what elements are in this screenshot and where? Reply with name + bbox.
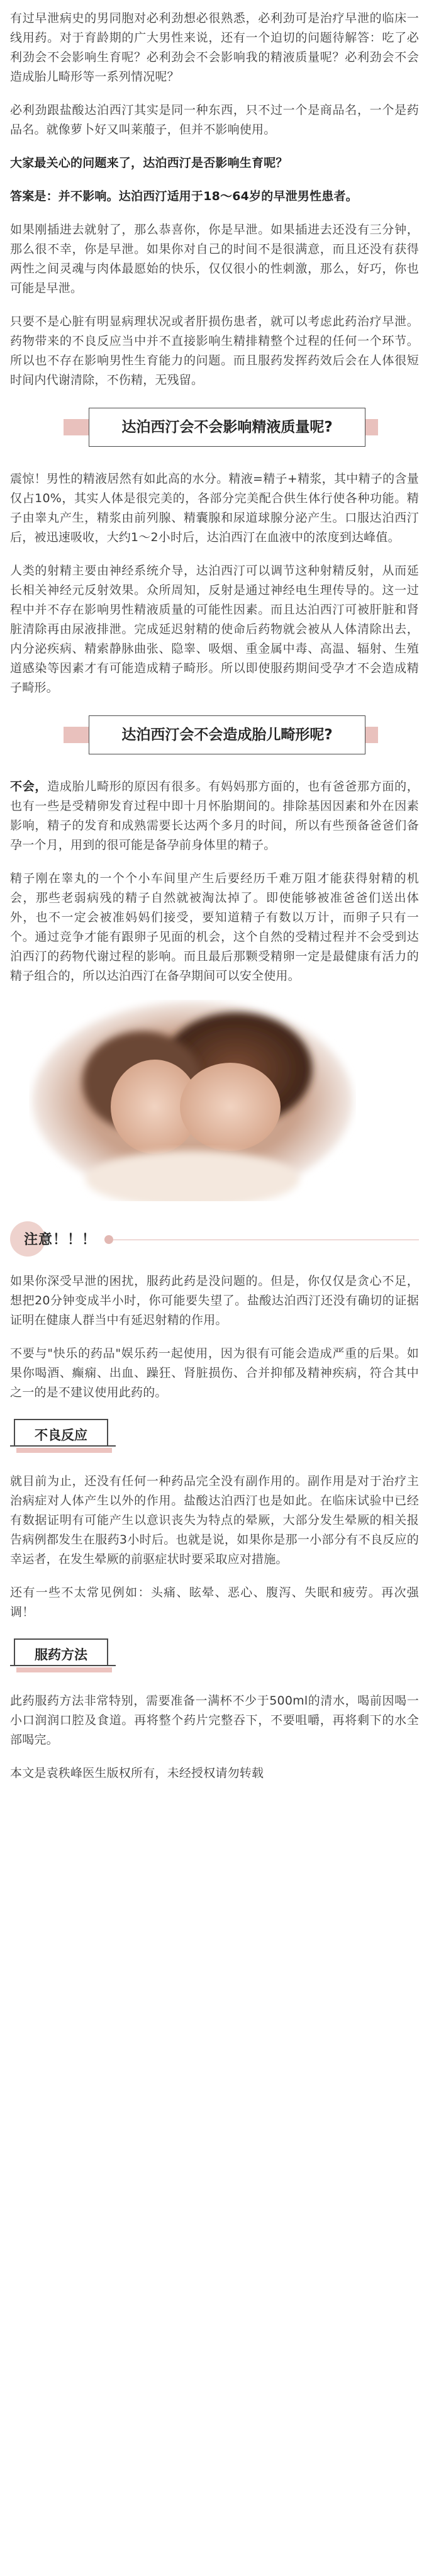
dosage-method-heading: [10, 1636, 419, 1676]
couple-photo-image: [29, 1000, 356, 1201]
intro-paragraph-1: 有过早泄病史的男同胞对必利劲想必很熟悉，必利劲可是治疗早泄的临床一线用药。对于育龄期的广大男性来说，还有一个迫切的问题待解答：吃了必利劲会不会影响生育呢？必利劲会不会影响我的精液质量呢？必利劲会不会造成胎儿畸形等一系列情况呢？: [10, 11, 419, 84]
tag-underline: [10, 1665, 116, 1666]
diagnosis-paragraph: 如果刚插进去就射了，那么恭喜你，你是早泄。如果插进去还没有三分钟，那么很不幸，你是早泄。如果你对自己的时间不是很满意，而且还没有获得两性之间灵魂与肉体最愿始的快乐，仅仅很小的性刺激，那么，好巧，你也可能是早泄。: [10, 223, 419, 295]
copyright-notice: 本文是袁秩峰医生版权所有，未经授权请勿转载: [10, 1766, 264, 1780]
key-question: 大家最关心的问题来了，达泊西汀是否影响生育呢？: [10, 156, 288, 170]
adverse-reaction-heading: [10, 1416, 419, 1457]
attention-heading: [10, 1220, 419, 1258]
tag-label: 不良反应: [35, 1428, 87, 1443]
adverse-paragraph-1: 就目前为止，还没有任何一种药品完全没有副作用的。副作用是对于治疗主治病症对人体产生以外的作用。盐酸达泊西汀也是如此。在临床试验中已经有数据证明有可能产生以意识丧失为特点的晕厥，大部分发生晕厥的相关报告病例都发生在服药3小时后。也就是说，如果你是那一小部分有不良反应的幸运者，在发生晕厥的前驱症状时要采取应对措施。: [10, 1474, 419, 1566]
key-answer: 答案是：并不影响。达泊西汀适用于18～64岁的早泄男性患者。: [10, 189, 358, 203]
malformation-body: 造成胎儿畸形的原因有很多。有妈妈那方面的，也有爸爸那方面的，也有一些是受精卵发育过程中即十月怀胎期间的。排除基因因素和外在因素影响，精子的发育和成熟需要长达两个多月的时间，所以有些预备爸爸们备孕一个月，用到的很可能是备孕前身体里的精子。: [10, 780, 419, 852]
intro-paragraph-2: 必利劲跟盐酸达泊西汀其实是同一种东西，只不过一个是商品名，一个是药品名。就像萝卜好又叫莱菔子，但并不影响使用。: [10, 103, 419, 137]
semen-paragraph: 震惊！男性的精液居然有如此高的水分。精液=精子+精浆，其中精子的含量仅占10%，其实人体是很完美的，各部分完美配合供生体行使各种功能。精子由睾丸产生，精浆由前列腺、精囊腺和尿道球腺分泌产生。口服达泊西汀后，被迅速吸收，大约1～2小时后，达泊西汀在血液中的浓度到达峰值。: [10, 472, 419, 544]
attention-title: 注意！！！: [24, 1232, 97, 1248]
tag-underline: [10, 1445, 116, 1447]
method-paragraph: 此药服药方法非常特别，需要准备一满杯不少于500ml的清水，喝前因喝一小口润润口腔及食道。再将整个药片完整吞下，不要咀嚼，再将剩下的水全部喝完。: [10, 1694, 419, 1747]
section-heading-malformation: [51, 712, 378, 761]
section-heading-semen-quality: [51, 404, 378, 453]
warning-paragraph-2: 不要与"快乐的药品"娱乐药一起使用，因为很有可能会造成严重的后果。如果你喝酒、癫痫、出血、躁狂、肾脏损伤、合并抑郁及精神疾病，符合其中之一的是不建议使用此药的。: [10, 1347, 419, 1399]
heading-title: 达泊西汀会不会造成胎儿畸形呢?: [121, 727, 333, 743]
mechanism-paragraph: 只要不是心脏有明显病理状况或者肝损伤患者，就可以考虑此药治疗早泄。药物带来的不良反应当中并不直接影响生精排精整个过程的任何一个环节。所以也不存在影响男性生育能力的问题。而且服药发挥药效后会在人体很短时间内代谢清除，不伤精，无残留。: [10, 315, 419, 387]
heading-title: 达泊西汀会不会影响精液质量呢?: [121, 419, 333, 435]
ejaculation-paragraph: 人类的射精主要由神经系统介导，达泊西汀可以调节这种射精反射，从而延长相关神经元反射效果。众所周知，反射是通过神经电生理传导的。这一过程中并不存在影响男性精液质量的可能性因素。而且达泊西汀可被肝脏和肾脏清除再由尿液排泄。完成延迟射精的使命后药物就会被从人体清除出去，内分泌疾病、精索静脉曲张、隐睾、吸烟、重金属中毒、高温、辐射、生殖道感染等因素才有可能造成精子畸形。所以即使服药期间受孕才不会造成精子畸形。: [10, 564, 419, 695]
adverse-paragraph-2: 还有一些不太常见例如：头痛、眩晕、恶心、腹泻、失眠和疲劳。再次强调！: [10, 1586, 419, 1619]
couple-photo: [29, 1000, 356, 1201]
malformation-paragraph: [10, 777, 419, 855]
warning-paragraph-1: 如果你深受早泄的困扰，服药此药是没问题的。但是，你仅仅是贪心不足，想把20分钟变成半小时，你可能要失望了。盐酸达泊西汀还没有确切的证据证明在健康人群当中有延迟射精的作用。: [10, 1274, 419, 1327]
sperm-paragraph: 精子刚在睾丸的一个个小车间里产生后要经历千难万阻才能获得射精的机会，那些老弱病残的精子自然就被淘汰掉了。即使能够被准爸爸们送出体外，也不一定会被准妈妈们接受，要知道精子有数以万计，而卵子只有一个。通过竞争才能有跟卵子见面的机会，这个自然的受精过程并不会受到达泊西汀的药物代谢过程的影响。而且最后那颗受精卵一定是最健康有活力的精子组合的，所以达泊西汀在备孕期间可以安全使用。: [10, 871, 419, 983]
tag-accent: [16, 1667, 112, 1672]
malformation-lead: 不会，: [10, 780, 48, 793]
tag-label: 服药方法: [35, 1647, 87, 1662]
tag-accent: [16, 1448, 112, 1453]
